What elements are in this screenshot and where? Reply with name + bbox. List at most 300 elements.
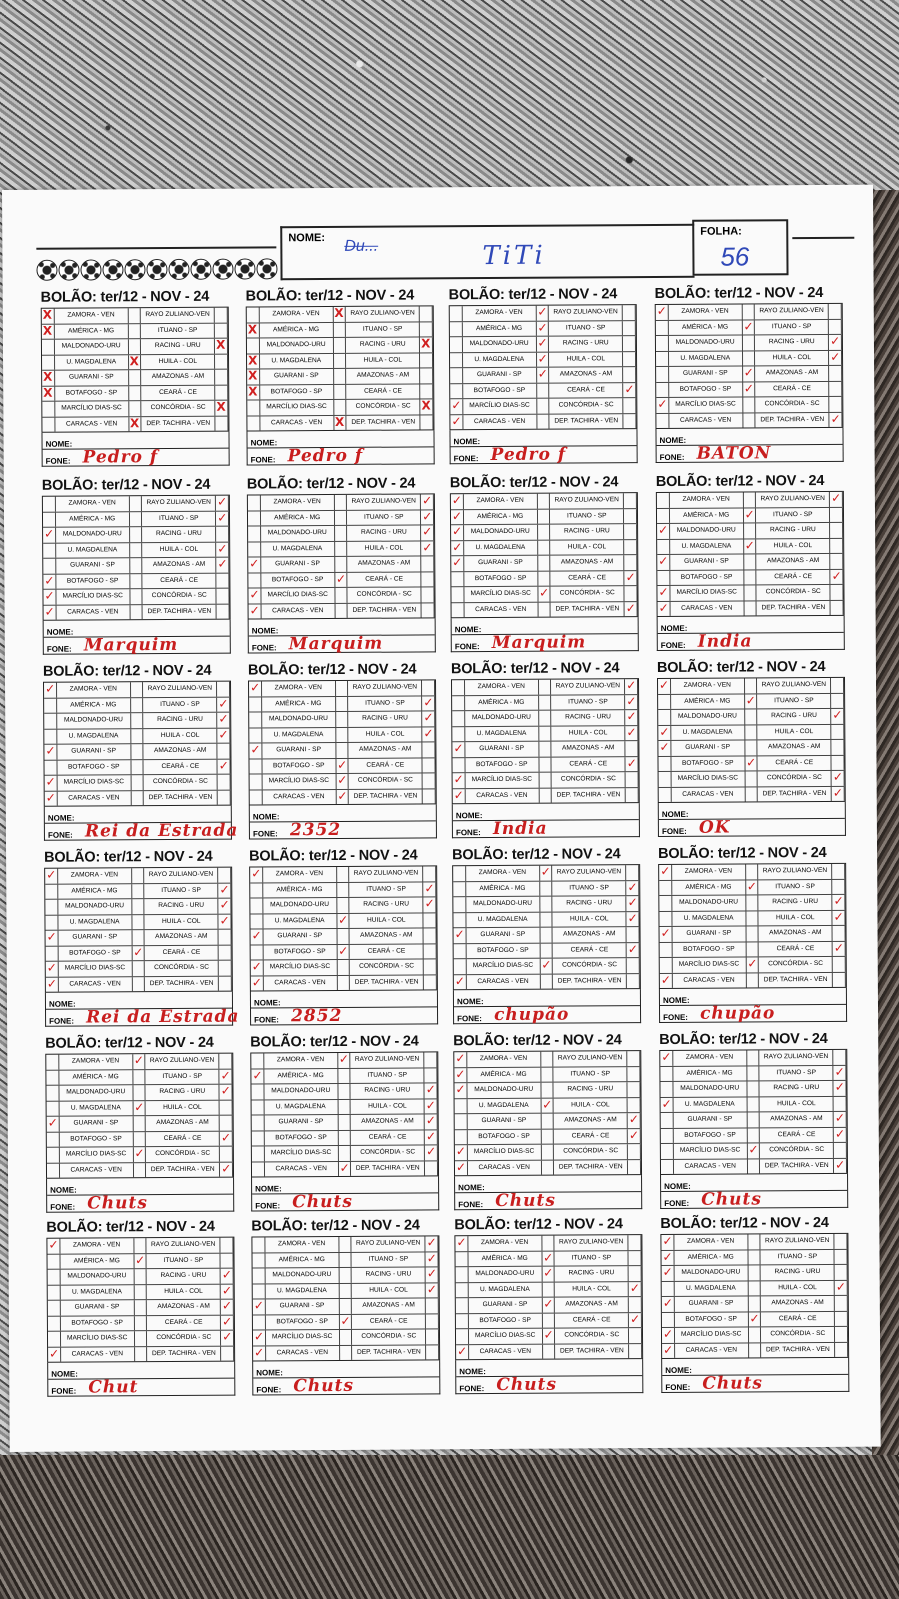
match-row	[450, 398, 636, 415]
nome-label: NOME:	[51, 1369, 78, 1379]
home-mark	[657, 524, 670, 539]
home-mark	[48, 1254, 61, 1269]
home-mark	[46, 1070, 59, 1085]
match-row	[252, 1236, 438, 1253]
away-mark	[216, 496, 229, 511]
draw-mark	[748, 1296, 761, 1311]
home-team: MALDONADO-URU	[467, 1083, 541, 1098]
away-mark	[830, 412, 843, 427]
away-team: HUILA - COL	[143, 542, 217, 557]
away-mark	[220, 1085, 233, 1100]
draw-mark	[744, 601, 757, 616]
fone-label: FONE:	[459, 1384, 485, 1394]
home-mark	[662, 1281, 675, 1296]
match-grid	[452, 864, 641, 990]
away-mark	[420, 368, 433, 383]
nome-label: NOME:	[251, 626, 279, 636]
fone-label: FONE:	[256, 1385, 282, 1395]
away-mark	[215, 354, 228, 369]
draw-mark	[338, 1084, 351, 1099]
draw-mark	[132, 946, 145, 961]
match-row	[46, 945, 232, 962]
soccer-ball-icon	[102, 259, 123, 280]
draw-mark	[540, 943, 553, 958]
match-grid	[451, 678, 640, 804]
away-team: CEARÁ - CE	[756, 381, 830, 396]
match-row	[456, 1344, 642, 1360]
home-mark	[455, 1099, 468, 1114]
away-mark	[420, 353, 433, 368]
away-team: RACING - URU	[755, 335, 829, 350]
match-row	[45, 775, 231, 792]
home-mark	[661, 1113, 674, 1128]
soccer-ball-icon	[256, 258, 277, 279]
fone-handwritten: Pedro f	[287, 445, 364, 467]
home-mark	[661, 1235, 674, 1250]
home-mark	[453, 913, 466, 928]
away-mark	[220, 1131, 233, 1146]
home-mark	[658, 679, 671, 694]
fone-handwritten: Pedro f	[490, 444, 567, 466]
home-mark	[662, 1343, 675, 1358]
draw-mark	[337, 975, 350, 990]
match-row	[45, 790, 231, 806]
draw-mark	[543, 1329, 556, 1344]
away-team: CEARÁ - CE	[554, 1129, 628, 1144]
match-row	[48, 1346, 234, 1362]
away-team: HUILA - COL	[141, 354, 215, 369]
away-team: CONCÓRDIA - SC	[759, 957, 833, 972]
home-mark	[656, 382, 669, 397]
away-team: HUILA - COL	[761, 1280, 835, 1295]
home-team: GUARANI - SP	[263, 929, 337, 944]
bet-card	[452, 846, 641, 1024]
match-grid	[658, 863, 847, 989]
match-row	[662, 1265, 848, 1282]
home-mark	[453, 882, 466, 897]
home-mark	[657, 570, 670, 585]
away-team: DEP. TACHIRA - VEN	[550, 414, 624, 429]
card-title: BOLÃO: ter/12 - NOV - 24	[655, 472, 825, 491]
home-mark	[450, 368, 463, 383]
draw-mark	[132, 915, 145, 930]
draw-mark	[541, 1098, 554, 1113]
away-team: RACING - URU	[554, 1082, 628, 1097]
away-mark	[834, 1065, 847, 1080]
away-mark	[423, 866, 436, 881]
home-team: U. MAGDALENA	[669, 351, 743, 366]
away-mark	[421, 525, 434, 540]
bet-card	[246, 287, 435, 465]
draw-mark	[335, 572, 348, 587]
draw-mark	[742, 304, 755, 319]
away-mark	[627, 896, 640, 911]
draw-mark	[130, 558, 143, 573]
away-team: CONCÓRDIA - SC	[756, 397, 830, 412]
away-mark	[832, 771, 845, 786]
card-title: BOLÃO: ter/12 - NOV - 24	[450, 660, 620, 678]
draw-mark	[745, 725, 758, 740]
home-team: MALDONADO-URU	[464, 525, 538, 540]
away-mark	[426, 1236, 439, 1251]
contact-fields	[453, 989, 641, 1024]
home-mark	[42, 386, 55, 401]
home-team: BOTAFOGO - SP	[260, 384, 334, 399]
nome-label: NOME:	[46, 627, 74, 637]
home-mark	[454, 944, 467, 959]
match-row	[454, 958, 640, 975]
match-row	[657, 554, 843, 571]
away-team: CEARÁ - CE	[142, 385, 216, 400]
bet-card	[655, 285, 844, 463]
home-mark	[661, 1250, 674, 1265]
soccer-ball-icon	[234, 258, 255, 279]
away-team: RAYO ZULIANO-VEN	[554, 1051, 628, 1066]
away-mark	[426, 1298, 439, 1313]
home-team: U. MAGDALENA	[467, 1098, 541, 1113]
fone-row	[662, 1375, 848, 1392]
home-team: AMÉRICA - MG	[56, 512, 130, 527]
soccer-ball-icon	[124, 259, 145, 280]
away-team: HUILA - COL	[346, 353, 420, 368]
away-team: HUILA - COL	[552, 726, 626, 741]
home-mark	[658, 725, 671, 740]
match-row	[660, 926, 846, 943]
away-team: DEP. TACHIRA - VEN	[350, 975, 424, 990]
match-row	[45, 914, 231, 931]
away-team: HUILA - COL	[755, 350, 829, 365]
home-mark	[456, 1267, 469, 1282]
away-mark	[422, 696, 435, 711]
away-mark	[422, 680, 435, 695]
away-mark	[628, 1067, 641, 1082]
draw-mark	[541, 1114, 554, 1129]
away-team: RAYO ZULIANO-VEN	[555, 1235, 629, 1250]
away-mark	[626, 865, 639, 880]
away-mark	[215, 385, 228, 400]
away-mark	[221, 1238, 234, 1253]
away-team: RAYO ZULIANO-VEN	[145, 868, 219, 883]
home-team: GUARANI - SP	[261, 557, 335, 572]
home-team: AMÉRICA - MG	[260, 322, 334, 337]
home-team: MARCÍLIO DIAS-SC	[463, 399, 537, 414]
away-team: RAYO ZULIANO-VEN	[141, 308, 215, 323]
card-title: BOLÃO: ter/12 - NOV - 24	[246, 475, 416, 493]
home-mark	[42, 402, 55, 417]
home-team: CARACAS - VEN	[469, 1344, 543, 1359]
away-team: ITUANO - SP	[146, 1069, 220, 1084]
home-mark	[450, 306, 463, 321]
home-mark	[450, 415, 463, 430]
away-mark	[831, 693, 844, 708]
match-row	[248, 587, 434, 604]
draw-mark	[747, 1081, 760, 1096]
away-team: DEP. TACHIRA - VEN	[554, 1160, 628, 1175]
match-row	[47, 1116, 233, 1133]
home-team: AMÉRICA - MG	[466, 881, 540, 896]
home-team: GUARANI - SP	[670, 554, 744, 569]
home-team: CARACAS - VEN	[675, 1343, 749, 1358]
home-team: BOTAFOGO - SP	[671, 756, 745, 771]
away-team: HUILA - COL	[553, 912, 627, 927]
fone-handwritten: Chuts	[495, 1190, 556, 1212]
away-team: HUILA - COL	[146, 1100, 220, 1115]
match-row	[43, 511, 229, 528]
match-row	[46, 1054, 232, 1071]
away-team: HUILA - COL	[352, 1283, 426, 1298]
home-team: GUARANI - SP	[671, 740, 745, 755]
away-mark	[218, 868, 231, 883]
draw-mark	[131, 698, 144, 713]
away-mark	[629, 1235, 642, 1250]
home-mark	[247, 369, 260, 384]
draw-mark	[128, 308, 141, 323]
fone-row	[453, 818, 639, 840]
away-team: RAYO ZULIANO-VEN	[348, 680, 422, 695]
match-row	[250, 789, 436, 805]
draw-mark	[132, 977, 145, 992]
draw-mark	[540, 928, 553, 943]
match-row	[456, 1328, 642, 1345]
home-mark	[660, 1082, 673, 1097]
away-mark	[832, 755, 845, 770]
home-team: CARACAS - VEN	[262, 789, 336, 804]
away-team: RACING - URU	[352, 1267, 426, 1282]
match-row	[247, 415, 433, 431]
match-row	[658, 600, 844, 616]
away-mark	[219, 930, 232, 945]
match-row	[451, 555, 637, 572]
match-row	[656, 319, 842, 336]
home-mark	[658, 756, 671, 771]
home-mark	[42, 355, 55, 370]
home-mark	[253, 1299, 266, 1314]
away-team: DEP. TACHIRA - VEN	[143, 604, 217, 619]
home-mark	[661, 1128, 674, 1143]
match-row	[451, 540, 637, 557]
away-mark	[627, 943, 640, 958]
away-mark	[423, 789, 436, 804]
fone-handwritten: Chuts	[702, 1373, 764, 1394]
away-team: DEP. TACHIRA - VEN	[552, 788, 626, 803]
match-row	[454, 927, 640, 944]
fone-label: FONE:	[453, 454, 479, 464]
home-mark	[249, 604, 262, 619]
away-mark	[831, 585, 844, 600]
home-mark	[45, 900, 58, 915]
match-grid	[45, 1053, 234, 1179]
match-grid	[454, 1234, 643, 1360]
away-team: AMAZONAS - AM	[145, 930, 219, 945]
home-team: CARACAS - VEN	[670, 601, 744, 616]
away-team: CEARÁ - CE	[759, 941, 833, 956]
away-team: CONCÓRDIA - SC	[350, 959, 424, 974]
home-mark	[249, 712, 262, 727]
away-team: DEP. TACHIRA - VEN	[144, 790, 218, 805]
away-mark	[834, 1127, 847, 1142]
away-mark	[424, 944, 437, 959]
away-team: RACING - URU	[760, 1081, 834, 1096]
draw-mark	[129, 370, 142, 385]
sheet-name-box	[280, 224, 694, 281]
match-row	[46, 1069, 232, 1086]
fone-handwritten: Chuts	[292, 1191, 353, 1213]
card-title: BOLÃO: ter/12 - NOV - 24	[454, 1216, 623, 1234]
match-row	[253, 1283, 439, 1300]
away-team: ITUANO - SP	[550, 509, 624, 524]
match-row	[658, 693, 844, 710]
away-team: RACING - URU	[346, 337, 420, 352]
away-mark	[831, 724, 844, 739]
match-row	[451, 493, 637, 510]
match-row	[43, 573, 229, 590]
match-row	[44, 744, 230, 761]
away-team: AMAZONAS - AM	[144, 744, 218, 759]
fone-handwritten: chupão	[699, 1003, 776, 1024]
nome-label: NOME:	[458, 1183, 485, 1193]
match-row	[248, 541, 434, 558]
away-mark	[833, 972, 846, 987]
soccer-ball-icon	[80, 259, 101, 280]
match-grid	[659, 1049, 848, 1175]
home-mark	[42, 371, 55, 386]
fone-label: FONE:	[659, 452, 685, 462]
card-title: BOLÃO: ter/12 - NOV - 24	[660, 1214, 829, 1232]
away-team: HUILA - COL	[144, 728, 218, 743]
draw-mark	[744, 585, 757, 600]
home-team: MALDONADO-URU	[468, 1267, 542, 1282]
away-team: CONCÓRDIA - SC	[348, 587, 422, 602]
card-title: BOLÃO: ter/12 - NOV - 24	[45, 1034, 214, 1052]
draw-mark	[745, 678, 758, 693]
away-team: ITUANO - SP	[551, 695, 625, 710]
away-team: HUILA - COL	[349, 727, 423, 742]
soccer-ball-icon	[36, 260, 57, 281]
away-team: CEARÁ - CE	[145, 945, 219, 960]
away-mark	[623, 367, 636, 382]
away-mark	[830, 523, 843, 538]
away-team: AMAZONAS - AM	[757, 554, 831, 569]
home-mark	[43, 497, 56, 512]
draw-mark	[130, 512, 143, 527]
home-mark	[451, 541, 464, 556]
away-mark	[834, 1158, 847, 1173]
draw-mark	[334, 415, 347, 430]
away-team: HUILA - COL	[145, 914, 219, 929]
draw-mark	[539, 773, 552, 788]
match-row	[451, 509, 637, 526]
draw-mark	[129, 386, 142, 401]
match-row	[249, 696, 435, 713]
home-mark	[661, 1144, 674, 1159]
home-mark	[44, 729, 57, 744]
match-grid	[249, 865, 438, 991]
away-mark	[829, 319, 842, 334]
away-mark	[625, 679, 638, 694]
card-title: BOLÃO: ter/12 - NOV - 24	[41, 476, 211, 494]
card-title: BOLÃO: ter/12 - NOV - 24	[251, 1217, 420, 1235]
home-mark	[47, 1117, 60, 1132]
nome-label: NOME:	[660, 623, 688, 633]
draw-mark	[746, 973, 759, 988]
contact-fields	[657, 616, 845, 651]
away-team: CONCÓRDIA - SC	[351, 1145, 425, 1160]
home-team: U. MAGDALENA	[465, 726, 539, 741]
away-mark	[830, 492, 843, 507]
home-team: MALDONADO-URU	[673, 1081, 747, 1096]
match-grid	[41, 307, 230, 433]
draw-mark	[537, 368, 550, 383]
away-mark	[215, 339, 228, 354]
home-team: CARACAS - VEN	[261, 603, 335, 618]
match-row	[44, 759, 230, 776]
home-team: BOTAFOGO - SP	[468, 1129, 542, 1144]
home-team: BOTAFOGO - SP	[265, 1130, 339, 1145]
match-row	[454, 974, 640, 990]
draw-mark	[338, 1099, 351, 1114]
away-team: RACING - URU	[349, 711, 423, 726]
away-mark	[425, 1068, 438, 1083]
home-mark	[44, 605, 57, 620]
away-mark	[835, 1296, 848, 1311]
home-team: GUARANI - SP	[260, 369, 334, 384]
draw-mark	[541, 1083, 554, 1098]
draw-mark	[131, 729, 144, 744]
soccer-ball-icon	[190, 259, 211, 280]
match-row	[661, 1143, 847, 1160]
match-row	[42, 308, 228, 325]
match-row	[660, 1065, 846, 1082]
home-mark	[660, 1066, 673, 1081]
nome-label: NOME:	[50, 1185, 77, 1195]
away-team: RAYO ZULIANO-VEN	[142, 496, 216, 511]
home-team: AMÉRICA - MG	[265, 1252, 339, 1267]
away-team: DEP. TACHIRA - VEN	[756, 412, 830, 427]
draw-mark	[339, 1252, 352, 1267]
away-team: CONCÓRDIA - SC	[550, 398, 624, 413]
home-mark	[251, 945, 264, 960]
away-mark	[421, 494, 434, 509]
contact-fields	[655, 428, 843, 463]
home-mark	[45, 884, 58, 899]
match-row	[662, 1311, 848, 1328]
away-mark	[217, 682, 230, 697]
home-mark	[455, 1252, 468, 1267]
away-team: CONCÓRDIA - SC	[555, 1328, 629, 1343]
away-team: DEP. TACHIRA - VEN	[348, 603, 422, 618]
draw-mark	[339, 1283, 352, 1298]
fone-label: FONE:	[454, 642, 480, 652]
away-mark	[421, 556, 434, 571]
away-team: DEP. TACHIRA - VEN	[145, 976, 219, 991]
away-team: AMAZONAS - AM	[141, 370, 215, 385]
fone-label: FONE:	[457, 1014, 482, 1024]
away-mark	[215, 323, 228, 338]
away-mark	[216, 527, 229, 542]
home-mark	[658, 694, 671, 709]
match-grid	[46, 1237, 235, 1363]
home-mark	[252, 1253, 265, 1268]
home-team: AMÉRICA - MG	[671, 694, 745, 709]
home-mark	[252, 1237, 265, 1252]
away-team: HUILA - COL	[549, 352, 623, 367]
home-mark	[656, 320, 669, 335]
contact-fields	[454, 1175, 642, 1210]
home-team: BOTAFOGO - SP	[262, 758, 336, 773]
soccer-ball-icon	[168, 259, 189, 280]
match-row	[252, 1114, 438, 1131]
away-team: AMAZONAS - AM	[554, 1113, 628, 1128]
